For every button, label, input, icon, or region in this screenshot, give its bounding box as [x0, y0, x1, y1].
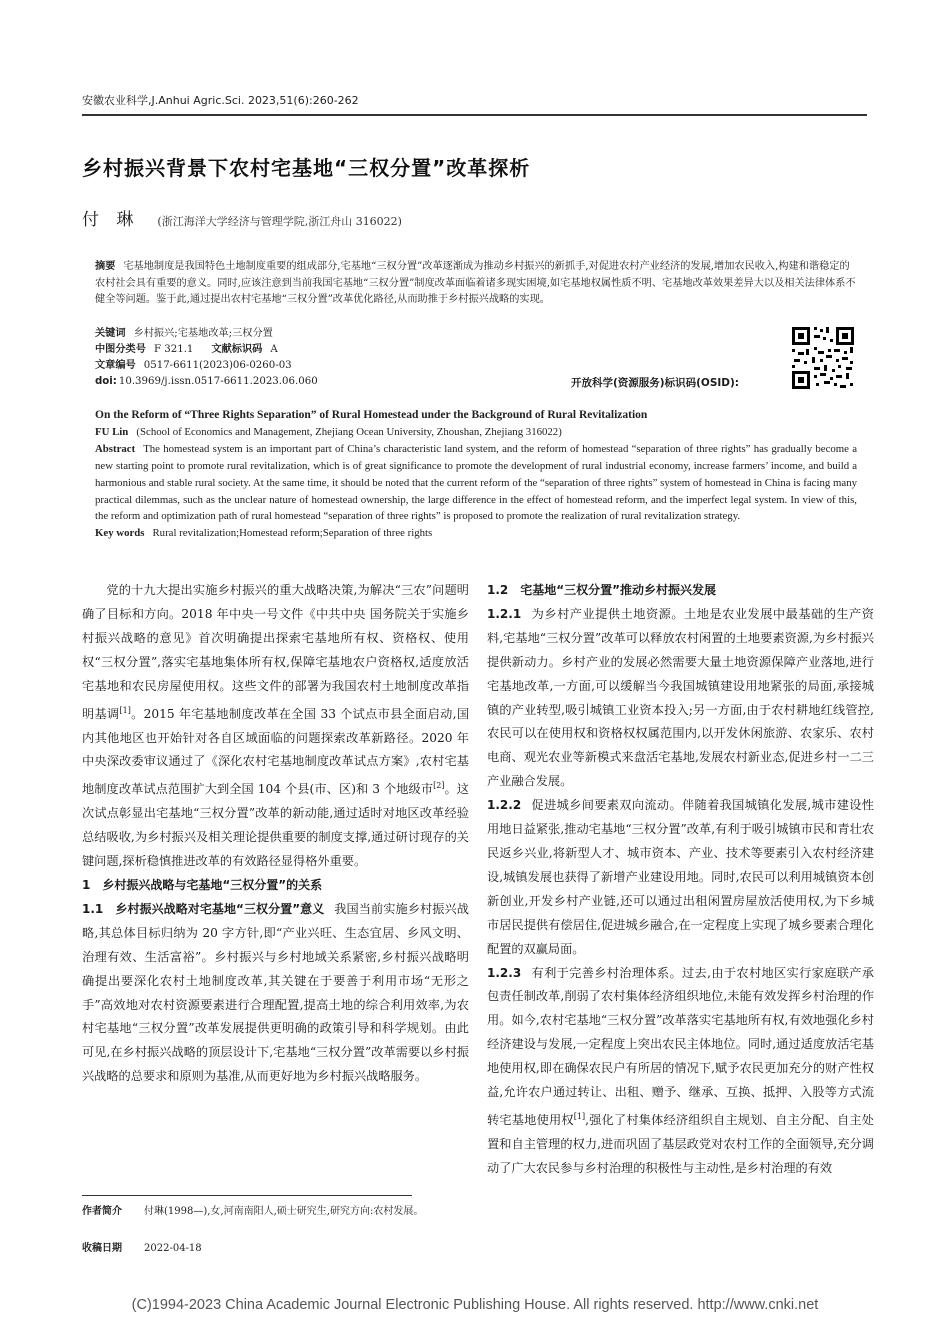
english-abstract-paragraph [95, 441, 857, 526]
copyright-footer: (C)1994-2023 China Academic Journal Electronic Publishing House. All rights reserved. http://www.cnki.net [131, 1297, 819, 1313]
section-heading-1-2: 1.2 宅基地“三权分置”推动乡村振兴发展 [487, 583, 717, 597]
section-number-1-2-1: 1.2.1 [487, 606, 522, 621]
received-date [82, 1241, 202, 1256]
article-number-value: 0517-6611(2023)06-0260-03 [143, 360, 292, 371]
section-1-2-3-text: 有利于完善乡村治理体系。过去,由于农村地区实行家庭联产承包责任制改革,削弱了农村集体经济组织地位,未能有效发挥乡村治理的作用。如今,农村宅基地“三权分置”改革落实宅基地所有权,有效地强化乡村经济建设与发展,一定程度上突出农民主体地位。同时,通过适度放活宅基地使用权,即在确保农民户有所居的情况下,赋予农民更加充分的财产性权益,允许农户通过转让、出租、赠予、继承、互换、抵押、入股等方式流转宅基地使用权 [487, 965, 874, 1127]
intro-text-2: 。2015 年宅基地制度改革在全国 33 个试点市县全面启动,国内其他地区也开始针对各自区域面临的问题探索改革新路径。2020 年中央深改委审议通过了《深化农村宅基地制度改革试点方案》,农村宅基地制度改革试点范围扩大到全国 104 个县(市、区)和 3 个地级市 [82, 706, 470, 797]
doi-line [95, 374, 615, 390]
intro-text-3: 。这次试点彰显出宅基地“三权分置”改革的新动能,通过适时对地区改革经验总结吸收,为乡村振兴及相关理论提供重要的制度支撑,通过研讨现存的关键问题,探析稳慎推进改革的有效路径显得格外重要。 [82, 782, 469, 869]
article-meta [95, 326, 615, 390]
english-affiliation: (School of Economics and Management, Zhejiang Ocean University, Zhoushan, Zhejiang 316022) [136, 425, 562, 438]
left-column [82, 579, 469, 1089]
english-author: FU Lin [95, 425, 129, 438]
doc-code-value: A [270, 344, 278, 355]
journal-header: 安徽农业科学,J.Anhui Agric.Sci. 2023,51(6):260-262 [82, 94, 359, 107]
author-bio [82, 1204, 474, 1219]
section-1-1-paragraph [82, 898, 469, 1089]
section-1-2-1-paragraph [487, 603, 874, 794]
section-1-1-text: 我国当前实施乡村振兴战略,其总体目标归纳为 20 字方针,即“产业兴旺、生态宜居、乡风文明、治理有效、生活富裕”。乡村振兴与乡村地域关系紧密,乡村振兴战略明确提出要深化农村土地制度改革,其关键在于要善于利用市场“无形之手”高效地对农村资源要素进行合理配置,提高土地的综合利用效率,为农村宅基地“三权分置”改革发展提供更明确的政策引导和科学规划。由此可见,在乡村振兴战略的顶层设计下,宅基地“三权分置”改革需要以乡村振兴战略的总要求和原则为基准,从而更好地为乡村振兴战略服务。 [82, 901, 469, 1084]
citation-1-right[interactable]: [1] [573, 1111, 586, 1121]
english-abstract-text: The homestead system is an important part of China’s characteristic land system, and the reform of homestead “separation of three rights” has gradually become a new starting point to promote rural revitalization, which is of great significance to promote the development of rural industrial economy, increase farmers’ income, and build a harmonious and stable rural society. At the same time, it should be noted that the current reform of the “separation of three rights” system of homestead in China is facing many practical dilemmas, such as the unclear nature of homestead ownership, the large difference in the effect of homestead reform, and the imperfect legal system. In view of this, the reform and optimization path of rural homestead “separation of three rights” is proposed to promote the realization of rural revitalization strategy. [95, 442, 857, 523]
right-column [487, 579, 874, 1181]
section-number-1-2-3: 1.2.3 [487, 965, 522, 980]
doi-value: 10.3969/j.issn.0517-6611.2023.06.060 [118, 376, 318, 387]
received-date-value: 2022-04-18 [144, 1243, 202, 1254]
clc-value: F 321.1 [153, 344, 194, 355]
section-number-1-2-2: 1.2.2 [487, 798, 522, 813]
english-title: On the Reform of “Three Rights Separation” of Rural Homestead under the Background of Rural Revitalization [95, 409, 648, 421]
section-1-2-3-paragraph [487, 962, 874, 1181]
english-abstract-label: Abstract [95, 442, 136, 455]
citation-2[interactable]: [2] [433, 781, 445, 791]
doc-code-label: 文献标识码 [211, 344, 263, 355]
chinese-abstract [95, 259, 857, 309]
citation-1[interactable]: [1] [119, 705, 131, 715]
intro-paragraph [82, 579, 469, 874]
english-keywords-line [95, 525, 857, 542]
keywords-line [95, 326, 615, 342]
article-number-label: 文章编号 [95, 360, 136, 371]
section-heading-1-1: 1.1 乡村振兴战略对宅基地“三权分置”意义 [82, 901, 325, 916]
section-1-2-2-paragraph [487, 794, 874, 961]
english-abstract [95, 407, 857, 542]
intro-text-1: 党的十九大提出实施乡村振兴的重大战略决策,为解决“三农”问题明确了目标和方向。2018 年中央一号文件《中共中央 国务院关于实施乡村振兴战略的意见》首次明确提出探索宅基地所有权、资格权、使用权“三权分置”,落实宅基地集体所有权,保障宅基地农户资格权,适度放活宅基地和农民房屋使用权。这些文件的部署为我国农村土地制度改革指明基调 [82, 583, 469, 721]
abstract-text: 宅基地制度是我国特色土地制度重要的组成部分,宅基地“三权分置”改革逐渐成为推动乡村振兴的新抓手,对促进农村产业经济的发展,增加农民收入,构建和谐稳定的农村社会具有重要的意义。同时,应该注意到当前我国宅基地“三权分置”制度改革面临着诸多现实困境,如宅基地权属性质不明、宅基地改革效果差异大以及相关法律体系不健全等问题。鉴于此,通过提出农村宅基地“三权分置”改革优化路径,从而助推于乡村振兴战略的实现。 [95, 261, 856, 305]
header-rule [82, 114, 867, 116]
section-1-2-3-text-2: ,强化了村集体经济组织自主规划、自主分配、自主处置和自主管理的权力,进而巩固了基层政党对农村工作的全面领导,充分调动了广大农民参与乡村治理的积极性与主动性,是乡村治理的有效 [487, 1113, 874, 1175]
footnote-rule [82, 1195, 412, 1196]
abstract-label: 摘要 [95, 261, 116, 272]
doi-label: doi: [95, 376, 117, 387]
abstract-paragraph [95, 259, 857, 309]
english-keywords: Rural revitalization;Homestead reform;Separation of three rights [152, 527, 433, 540]
page-title: 乡村振兴背景下农村宅基地“三权分置”改革探析 [82, 156, 531, 180]
osid-qr-code[interactable] [790, 325, 856, 391]
author-affiliation: (浙江海洋大学经济与管理学院,浙江舟山 316022) [157, 215, 402, 228]
author-row [82, 205, 402, 230]
author-bio-text: 付琳(1998—),女,河南南阳人,硕士研究生,研究方向:农村发展。 [144, 1206, 424, 1217]
section-1-2-1-text: 为乡村产业提供土地资源。土地是农业发展中最基础的生产资料,宅基地“三权分置”改革可以释放农村闲置的土地要素资源,为乡村振兴提供新动力。乡村产业的发展必然需要大量土地资源保障产业落地,进行宅基地改革,一方面,可以缓解当今我国城镇建设用地紧张的局面,承接城镇的产业转型,吸引城镇工业资本投入;另一方面,由于农村耕地红线管控,农民可以在使用权和资格权权属范围内,以开发休闲旅游、农家乐、农村电商、观光农业等新模式来盘活宅基地,发展农村新业态,促进乡村一二三产业融合发展。 [487, 606, 874, 789]
keywords-label: 关键词 [95, 328, 126, 339]
author-name: 付 琳 [82, 210, 140, 230]
received-date-label: 收稿日期 [82, 1243, 122, 1254]
clc-label: 中图分类号 [95, 344, 146, 355]
clc-line [95, 342, 615, 358]
english-keywords-label: Key words [95, 527, 145, 540]
keywords-value: 乡村振兴;宅基地改革;三权分置 [133, 328, 273, 339]
section-heading-1: 1 乡村振兴战略与宅基地“三权分置”的关系 [82, 878, 323, 892]
english-author-line [95, 424, 857, 441]
author-bio-label: 作者简介 [82, 1206, 122, 1217]
osid-label: 开放科学(资源服务)标识码(OSID): [571, 377, 740, 389]
article-number-line [95, 358, 615, 374]
section-1-2-2-text: 促进城乡间要素双向流动。伴随着我国城镇化发展,城市建设性用地日益紧张,推动宅基地“三权分置”改革,有利于吸引城镇市民和青壮农民返乡兴业,将新型人才、城市资本、产业、技术等要素引入农村经济建设,城镇发展也获得了新增产业建设用地。同时,农民可以利用城镇资本创新创业,开发乡村产业链,还可以通过出租闲置房屋放活使用权,为下乡城市居民提供有偿居住,促进城乡融合,在一定程度上实现了城乡要素合理化配置的双赢局面。 [487, 798, 874, 956]
